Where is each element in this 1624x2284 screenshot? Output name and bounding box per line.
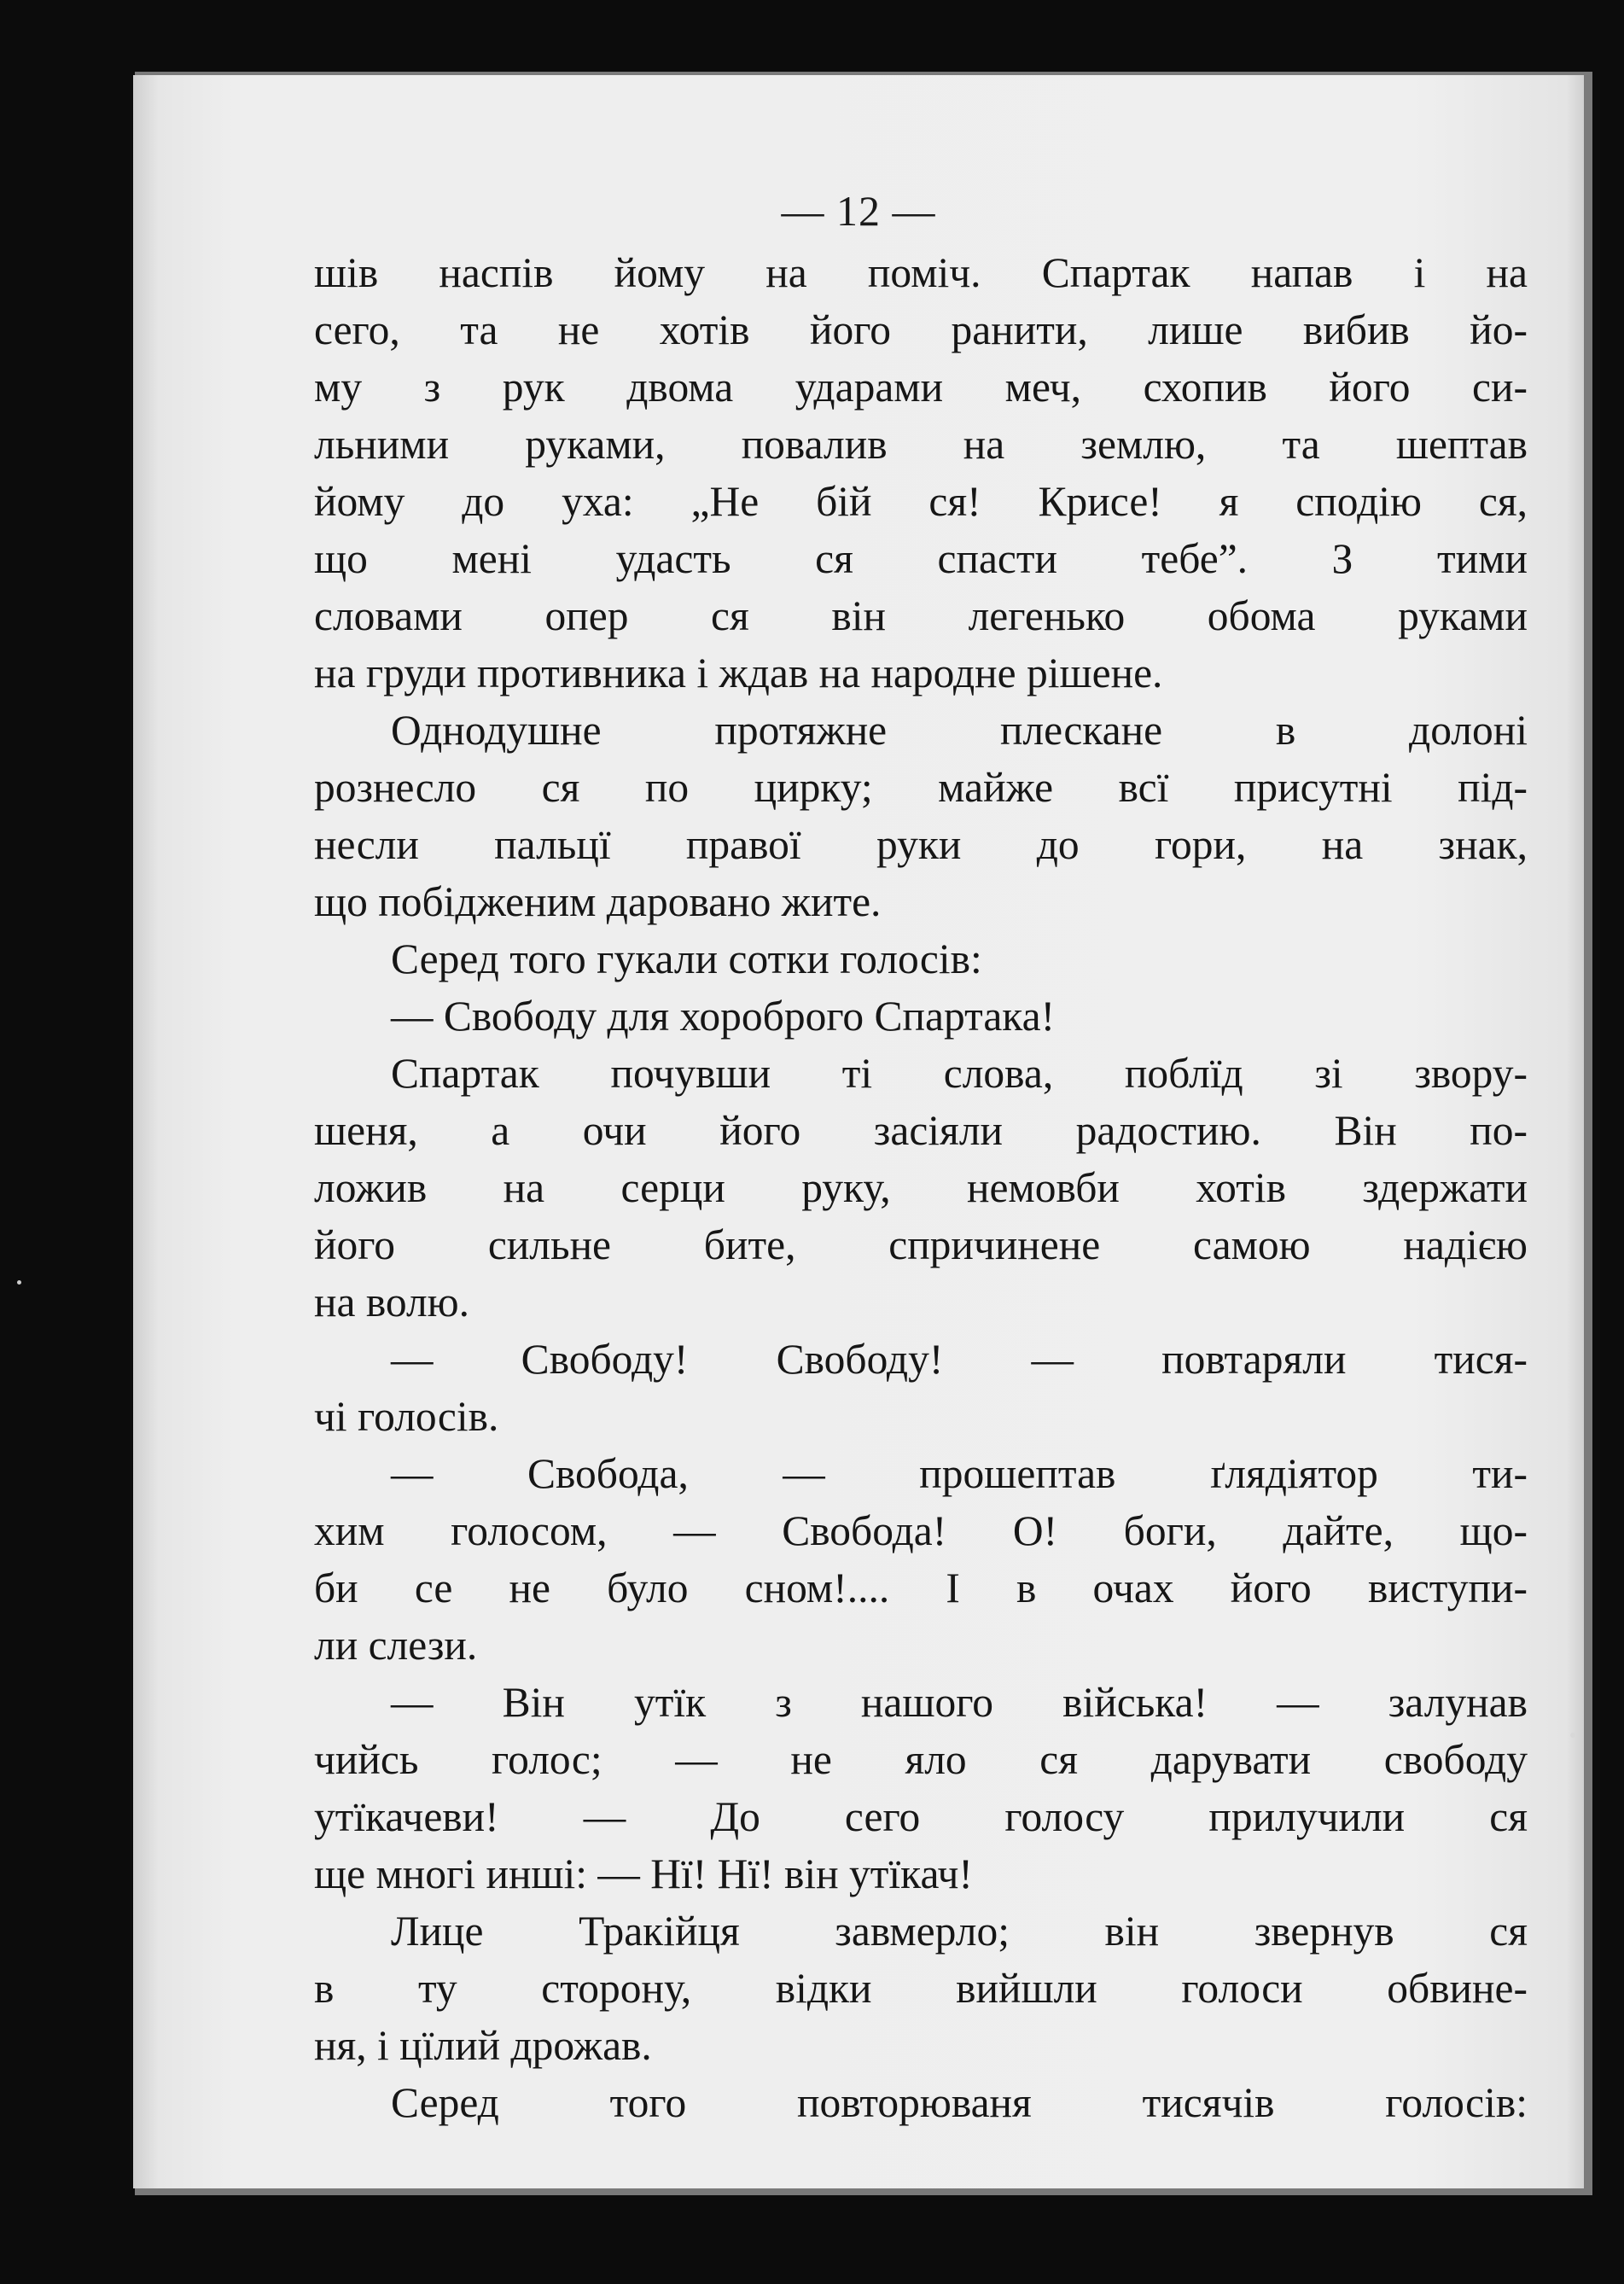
text-line: ще многі инші: — Нї! Нї! він утїкач! (314, 1850, 973, 1897)
paragraph (314, 244, 1528, 702)
text-line: несли пальцї правої руки до гори, на знак, (314, 821, 1528, 868)
paragraph (314, 702, 1528, 930)
text-line: Серед того повторюваня тисячів голосів: (391, 2079, 1528, 2126)
paragraph (314, 1331, 1528, 1445)
text-line: сего, та не хотів його ранити, лише вибив йо- (314, 306, 1528, 353)
text-line: би се не було сном!.... І в очах його виступи- (314, 1564, 1528, 1611)
text-line: ложив на серци руку, немовби хотів здержати (314, 1164, 1528, 1211)
paragraph (314, 2074, 1528, 2131)
text-line: — Він утїк з нашого війська! — залунав (391, 1679, 1528, 1726)
text-line: льними руками, повалив на землю, та шептав (314, 421, 1528, 468)
text-line: рознесло ся по цирку; майже всї присутні під- (314, 764, 1528, 811)
scan-speck (1570, 1733, 1575, 1738)
text-line: шів наспів йому на поміч. Спартак напав і на (314, 249, 1528, 296)
paragraph (314, 988, 1528, 1045)
text-line: чийсь голос; — не яло ся дарувати свободу (314, 1736, 1528, 1783)
text-line: — Свобода, — прошептав ґлядіятор ти- (391, 1450, 1528, 1497)
text-line: в ту сторону, відки вийшли голоси обвине- (314, 1965, 1528, 2012)
text-line: ня, і цїлий дрожав. (314, 2022, 652, 2069)
text-line: що мені удасть ся спасти тебе”. З тими (314, 535, 1528, 582)
text-line: му з рук двома ударами меч, схопив його си- (314, 364, 1528, 411)
paragraph (314, 930, 1528, 988)
body-text (314, 244, 1528, 2131)
text-line: на волю. (314, 1279, 470, 1326)
text-line: йому до уха: „Не бій ся! Крисе! я сподію ся, (314, 478, 1528, 525)
text-line: Спартак почувши ті слова, поблїд зі звору- (391, 1050, 1528, 1097)
scan-speck (17, 1280, 21, 1285)
text-line: — Свободу для хороброго Спартака! (391, 993, 1056, 1040)
text-line: що побідженим даровано жите. (314, 878, 882, 925)
paragraph (314, 1674, 1528, 1902)
paragraph (314, 1045, 1528, 1331)
text-line: на груди противника і ждав на народне рішене. (314, 650, 1163, 696)
page-number: — 12 — (781, 187, 936, 235)
text-line: хим голосом, — Свобода! О! боги, дайте, що- (314, 1507, 1528, 1554)
text-line: Серед того гукали сотки голосів: (391, 935, 982, 982)
text-line: — Свободу! Свободу! — повтаряли тися- (391, 1336, 1528, 1383)
text-line: Однодушне протяжне плескане в долоні (391, 707, 1528, 754)
paragraph (314, 1445, 1528, 1674)
text-line: Лице Тракійця завмерло; він звернув ся (391, 1908, 1528, 1955)
text-line: утїкачеви! — До сего голосу прилучили ся (314, 1793, 1528, 1840)
paragraph (314, 1902, 1528, 2074)
book-page (133, 75, 1584, 2188)
text-line: його сильне бите, спричинене самою надією (314, 1221, 1528, 1268)
text-line: шеня, а очи його засіяли радостию. Він по- (314, 1107, 1528, 1154)
text-line: чі голосів. (314, 1393, 499, 1440)
text-line: словами опер ся він легенько обома руками (314, 592, 1528, 639)
text-line: ли слези. (314, 1622, 478, 1669)
